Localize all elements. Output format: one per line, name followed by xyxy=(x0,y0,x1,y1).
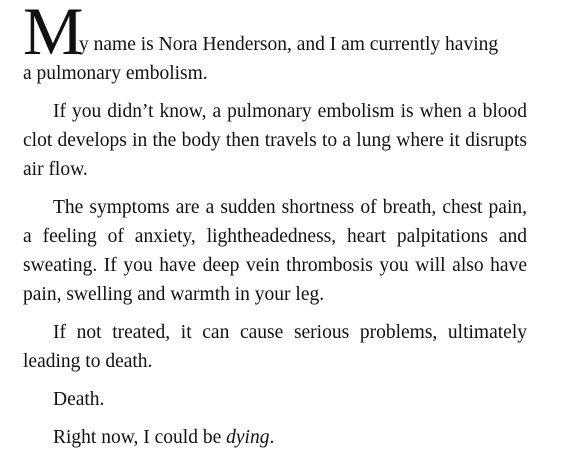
paragraph-2: If you didn’t know, a pulmonary embolism is when a blood clot develops in the body then travels to a lung where it disrupts air flow. xyxy=(23,101,527,180)
drop-cap: M xyxy=(23,0,84,69)
paragraph-1-continuation: a pulmonary embolism. xyxy=(23,63,208,84)
paragraph-5: Death. xyxy=(53,389,105,410)
paragraph-4: If not treated, it can cause serious problems, ultimately leading to death. xyxy=(23,322,527,372)
paragraph-6 xyxy=(23,423,527,452)
paragraph-6-prefix: Right now, I could be xyxy=(53,427,227,448)
paragraph-3: The symptoms are a sudden shortness of breath, chest pain, a feeling of anxiety, lightheadedness, heart palpitations and sweating. If you have deep vein thrombosis you will also have pain, swelling and warmth in your leg. xyxy=(23,197,527,305)
document-page xyxy=(23,0,527,452)
paragraph-1-first-line: y name is Nora Henderson, and I am currently having xyxy=(79,34,499,55)
paragraph-6-emphasis: dying xyxy=(226,427,270,448)
paragraph-1 xyxy=(23,0,527,88)
paragraph-6-suffix: . xyxy=(269,427,275,448)
